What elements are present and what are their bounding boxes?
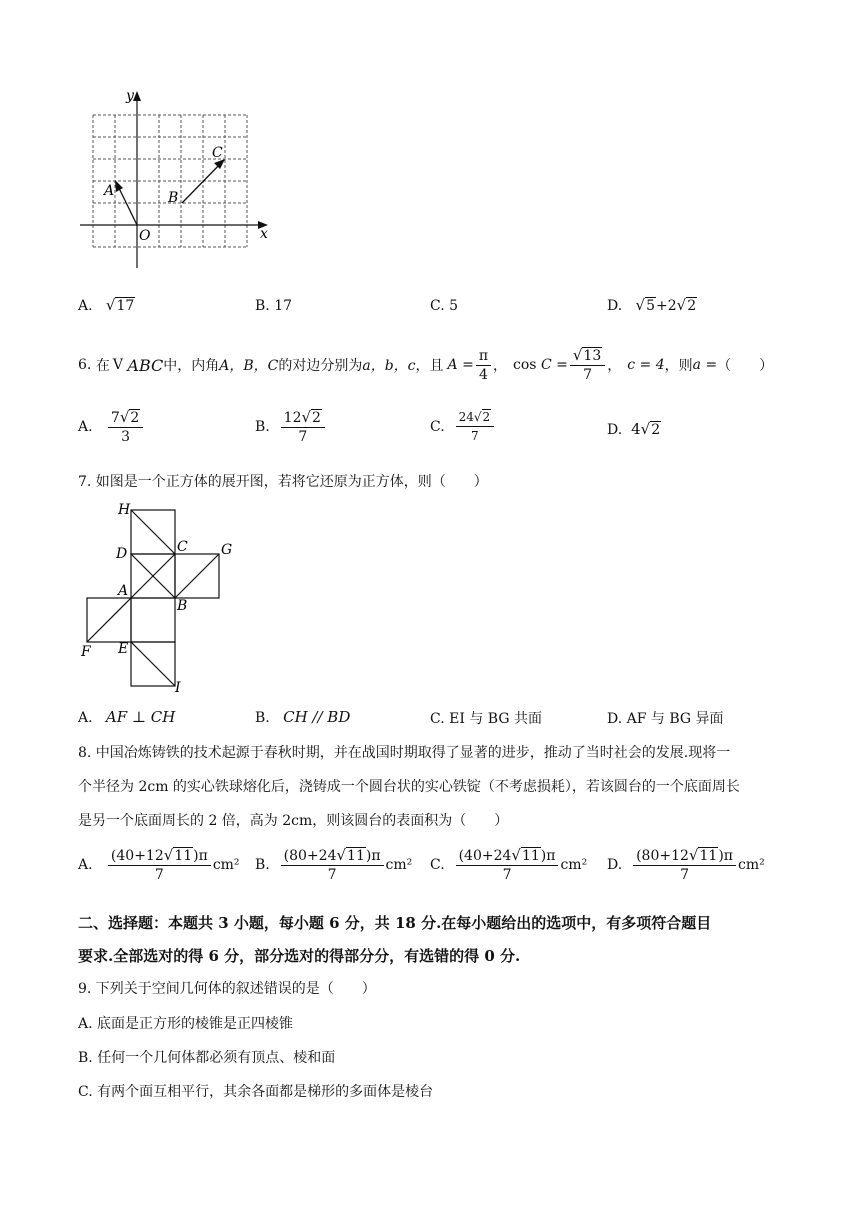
net-label-d: D	[116, 546, 128, 562]
q9-stem: 9. 下列关于空间几何体的叙述错误的是（ ）	[78, 981, 376, 997]
q8-stem-line1: 8. 中国冶炼铸铁的技术起源于春秋时期，并在战国时期取得了显著的进步，推动了当时社会的发展.现将一	[78, 745, 731, 761]
q5-option-a[interactable]: A. √17	[78, 296, 135, 314]
q7-option-d[interactable]: D. AF 与 BG 异面	[607, 711, 724, 727]
q8-option-d[interactable]: D. $\frac{(80+12√11)\pi}{7}$ cm²	[607, 846, 765, 883]
point-b-label: B	[168, 190, 179, 206]
q6-a-fraction: $\frac{\pi}{4}$	[476, 347, 491, 384]
net-label-e: E	[118, 641, 129, 657]
q6-option-b[interactable]: B. $\frac{12√2}{7}$	[255, 408, 327, 446]
q6-option-a[interactable]: A. $\frac{7√2}{3}$	[78, 408, 145, 446]
net-label-i: I	[175, 680, 181, 696]
q7-cube-net-figure	[78, 500, 238, 696]
net-label-c: C	[177, 539, 188, 555]
q7-option-c[interactable]: C. EI 与 BG 共面	[430, 711, 542, 727]
q8-stem-line3: 是另一个底面周长的 2 倍，高为 2cm，则该圆台的表面积为（ ）	[78, 813, 509, 829]
net-label-h: H	[118, 502, 131, 518]
point-a-label: A	[104, 183, 115, 199]
q6-stem: 6. 在 V ABC 中，内角 A，B，C 的对边分别为 a，b，c ，且 A = $\frac{\pi}{4}$ ， cos C = $\frac{√13}{7}$ ， c = 4 ，则 a = （ ）	[78, 346, 774, 383]
axis-y-label: y	[126, 88, 134, 104]
q6-option-d[interactable]: D. 4√2	[607, 420, 661, 438]
net-label-a: A	[118, 583, 129, 599]
q8-option-c[interactable]: C. $\frac{(40+24√11)\pi}{7}$ cm²	[430, 846, 588, 883]
q9-option-b[interactable]: B. 任何一个几何体都必须有顶点、棱和面	[78, 1050, 336, 1066]
q7-stem: 7. 如图是一个正方体的展开图，若将它还原为正方体，则（ ）	[78, 474, 488, 490]
net-label-f: F	[81, 644, 91, 660]
point-c-label: C	[212, 145, 223, 161]
q5-option-d[interactable]: D. √5+2√2	[607, 296, 697, 314]
q6-option-c[interactable]: C. $\frac{24√2}{7}$	[430, 408, 496, 445]
q5-option-b[interactable]: B. 17	[255, 298, 293, 314]
q8-option-b[interactable]: B. $\frac{(80+24√11)\pi}{7}$ cm²	[255, 846, 413, 883]
q8-stem-line2: 个半径为 2cm 的实心铁球熔化后，浇铸成一个圆台状的实心铁锭（不考虑损耗），若该圆台的一个底面周长	[78, 779, 740, 795]
origin-label: O	[139, 228, 151, 244]
section2-heading-line1: 二、选择题：本题共 3 小题，每小题 6 分，共 18 分.在每小题给出的选项中，有多项符合题目	[78, 914, 712, 932]
q5-coordinate-figure	[78, 84, 278, 270]
q7-option-a[interactable]: A. AF ⊥ CH	[78, 708, 176, 726]
q9-option-c[interactable]: C. 有两个面互相平行，其余各面都是梯形的多面体是棱台	[78, 1084, 434, 1100]
section2-heading-line2: 要求.全部选对的得 6 分，部分选对的得部分分，有选错的得 0 分.	[78, 947, 521, 965]
q7-option-b[interactable]: B. CH // BD	[255, 708, 351, 726]
q9-option-a[interactable]: A. 底面是正方形的棱锥是正四棱锥	[78, 1016, 294, 1032]
q6-cos-fraction: $\frac{√13}{7}$	[570, 346, 605, 384]
q5-option-c[interactable]: C. 5	[430, 298, 459, 314]
net-label-b: B	[177, 598, 188, 614]
axis-x-label: x	[260, 226, 268, 242]
net-label-g: G	[221, 542, 233, 558]
q8-option-a[interactable]: A. $\frac{(40+12√11)\pi}{7}$ cm²	[78, 846, 240, 883]
